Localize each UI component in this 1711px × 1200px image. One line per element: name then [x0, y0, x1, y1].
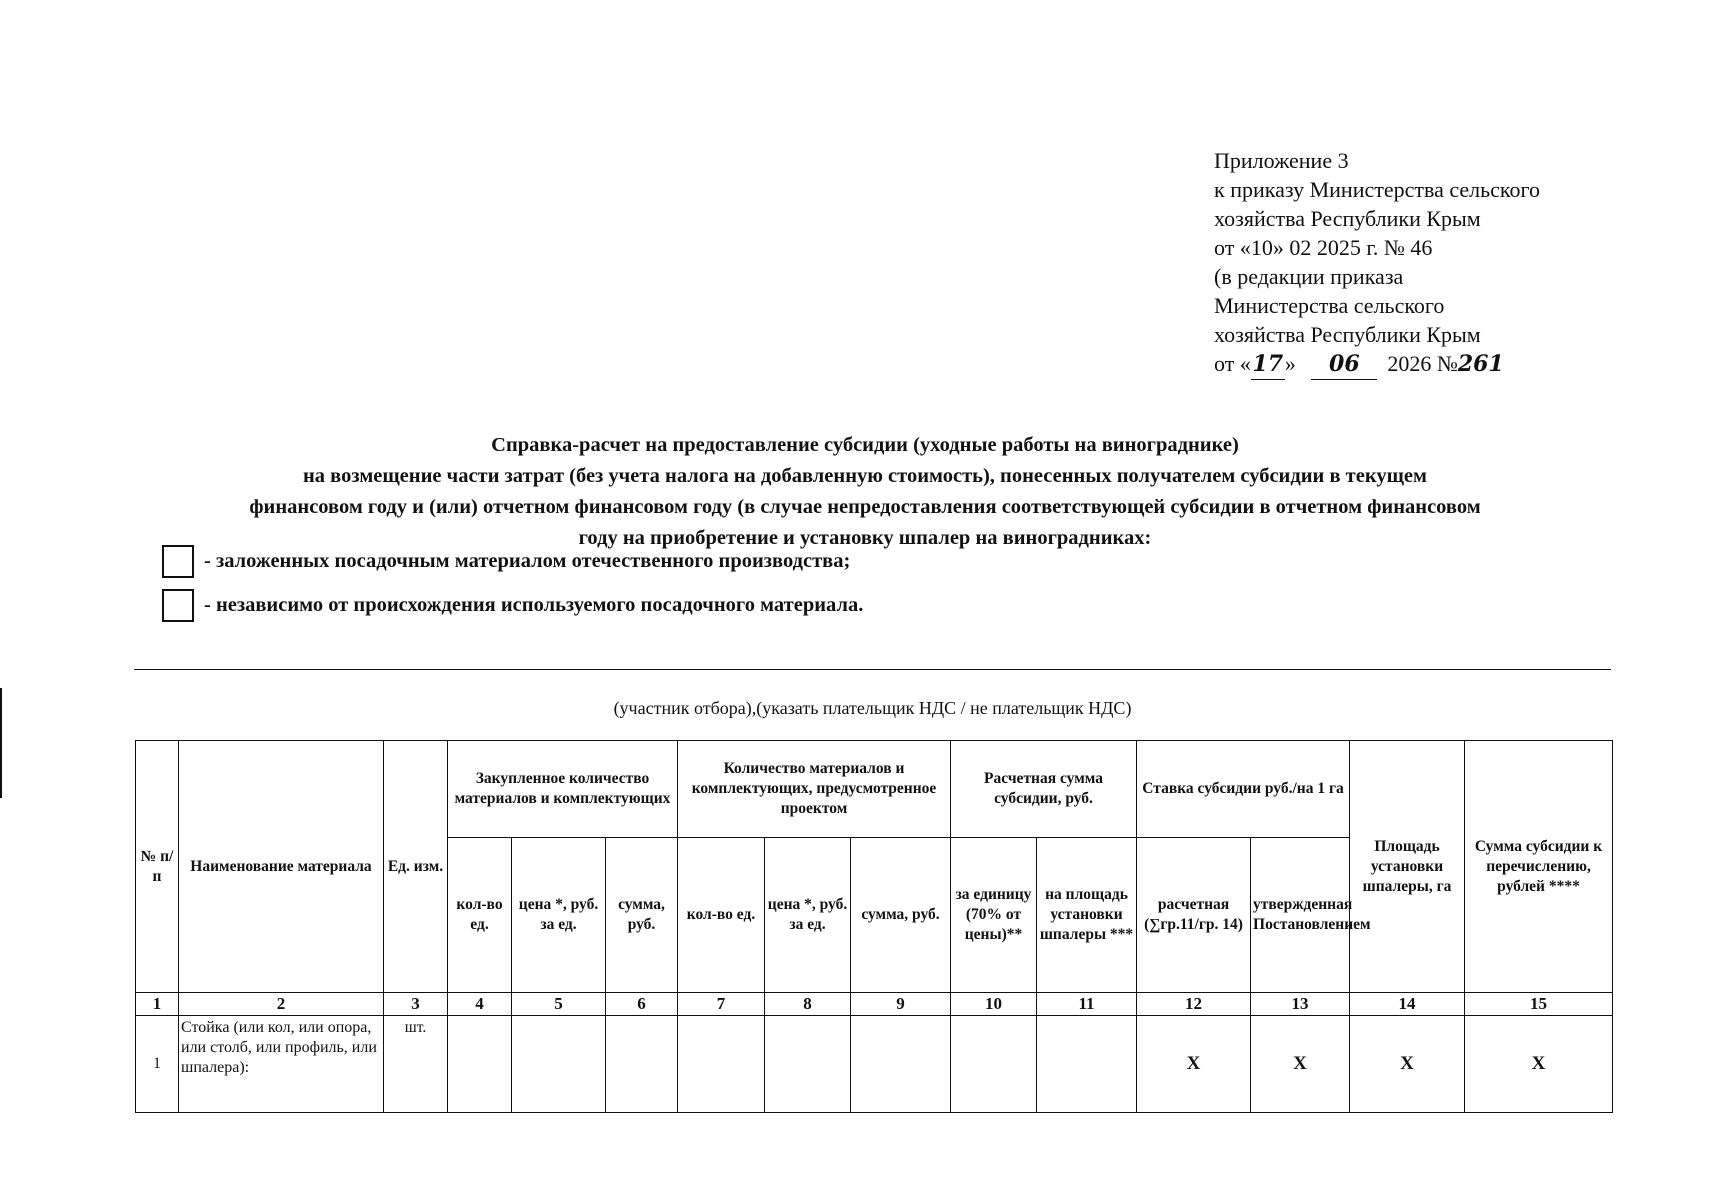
header-planned-price: цена *, руб. за ед.: [765, 838, 851, 993]
column-number: 13: [1251, 993, 1350, 1016]
header-purchased: Закупленное количество материалов и комплектующих: [448, 741, 678, 838]
date-year: 2026 №: [1387, 351, 1458, 376]
appendix-line: (в редакции приказа: [1214, 264, 1404, 289]
participant-underline: [134, 669, 1611, 670]
subsidy-table: [135, 740, 1613, 1113]
title-line-1: Справка-расчет на предоставление субсидии (уходные работы на винограднике): [491, 434, 1239, 456]
header-per-unit: за единицу (70% от цены)**: [951, 838, 1037, 993]
planned-price-cell[interactable]: [765, 1016, 851, 1113]
option-any-origin[interactable]: [162, 589, 863, 622]
planned-qty-cell[interactable]: [678, 1016, 765, 1113]
header-purchased-sum: сумма, руб.: [606, 838, 678, 993]
header-num: № п/п: [136, 741, 179, 993]
appendix-date-line: [1214, 349, 1614, 380]
option-any-origin-label: - независимо от происхождения используемого посадочного материала.: [204, 594, 864, 616]
per-area-cell[interactable]: [1037, 1016, 1137, 1113]
purchased-price-cell[interactable]: [512, 1016, 606, 1113]
purchased-qty-cell[interactable]: [448, 1016, 512, 1113]
area-cell: Х: [1350, 1016, 1465, 1113]
column-number: 2: [179, 993, 384, 1016]
column-number: 10: [951, 993, 1037, 1016]
header-planned: Количество материалов и комплектующих, предусмотренное проектом: [678, 741, 951, 838]
appendix-line: к приказу Министерства сельского: [1214, 177, 1540, 202]
column-number: 3: [384, 993, 448, 1016]
handwritten-month: 06: [1311, 350, 1377, 380]
column-number: 9: [851, 993, 951, 1016]
title-line-3: финансовом году и (или) отчетном финансовом году (в случае непредоставления соответствующей субсидии в отчетном финансовом: [249, 496, 1481, 518]
per-unit-cell[interactable]: [951, 1016, 1037, 1113]
header-area: Площадь установки шпалеры, га: [1350, 741, 1465, 993]
planned-sum-cell[interactable]: [851, 1016, 951, 1113]
handwritten-day: 17: [1251, 350, 1285, 380]
rate-approved-cell: Х: [1251, 1016, 1350, 1113]
column-number: 1: [136, 993, 179, 1016]
column-number: 14: [1350, 993, 1465, 1016]
column-number: 6: [606, 993, 678, 1016]
option-domestic-label: - заложенных посадочным материалом отечественного производства;: [204, 550, 851, 572]
purchased-sum-cell[interactable]: [606, 1016, 678, 1113]
material-name: Стойка (или кол, или опора, или столб, или профиль, или шпалера):: [179, 1016, 384, 1113]
header-purchased-price: цена *, руб. за ед.: [512, 838, 606, 993]
participant-caption: (участник отбора),(указать плательщик НДС / не плательщик НДС): [613, 698, 1132, 718]
appendix-line: от «10» 02 2025 г. № 46: [1214, 235, 1433, 260]
header-per-area: на площадь установки шпалеры ***: [1037, 838, 1137, 993]
appendix-header: [1214, 146, 1614, 380]
column-number: 11: [1037, 993, 1137, 1016]
header-planned-sum: сумма, руб.: [851, 838, 951, 993]
header-name: Наименование материала: [179, 741, 384, 993]
header-rate-calc: расчетная (∑гр.11/гр. 14): [1137, 838, 1251, 993]
appendix-line: хозяйства Республики Крым: [1214, 206, 1481, 231]
header-unit: Ед. изм.: [384, 741, 448, 993]
appendix-line: Приложение 3: [1214, 148, 1349, 173]
checkbox-any-origin[interactable]: [162, 589, 194, 622]
title-line-2: на возмещение части затрат (без учета налога на добавленную стоимость), понесенных получателем субсидии в текущем: [303, 465, 1427, 487]
row-number: 1: [136, 1016, 179, 1113]
handwritten-order-number: 261: [1457, 351, 1504, 377]
column-number: 5: [512, 993, 606, 1016]
material-unit: шт.: [384, 1016, 448, 1113]
date-prefix: от «: [1214, 351, 1251, 376]
total-cell: Х: [1465, 1016, 1613, 1113]
rate-calc-cell: Х: [1137, 1016, 1251, 1113]
header-rate: Ставка субсидии руб./на 1 га: [1137, 741, 1350, 838]
scan-edge-mark: [0, 688, 2, 798]
column-number: 4: [448, 993, 512, 1016]
checkbox-domestic[interactable]: [162, 545, 194, 578]
appendix-line: Министерства сельского: [1214, 293, 1445, 318]
header-planned-qty: кол-во ед.: [678, 838, 765, 993]
column-number-row: [136, 993, 1613, 1016]
table-row: [136, 1016, 1613, 1113]
header-total: Сумма субсидии к перечислению, рублей ****: [1465, 741, 1613, 993]
document-title: [120, 430, 1610, 554]
column-number: 15: [1465, 993, 1613, 1016]
column-number: 7: [678, 993, 765, 1016]
title-line-4: году на приобретение и установку шпалер на виноградниках:: [578, 527, 1152, 549]
appendix-line: хозяйства Республики Крым: [1214, 322, 1481, 347]
header-rate-approved: утвержденная Постановлением: [1251, 838, 1350, 993]
option-domestic[interactable]: [162, 545, 850, 578]
column-number: 8: [765, 993, 851, 1016]
column-number: 12: [1137, 993, 1251, 1016]
header-row: [136, 741, 1613, 838]
date-mid: »: [1284, 351, 1296, 376]
header-purchased-qty: кол-во ед.: [448, 838, 512, 993]
header-calc-sum: Расчетная сумма субсидии, руб.: [951, 741, 1137, 838]
